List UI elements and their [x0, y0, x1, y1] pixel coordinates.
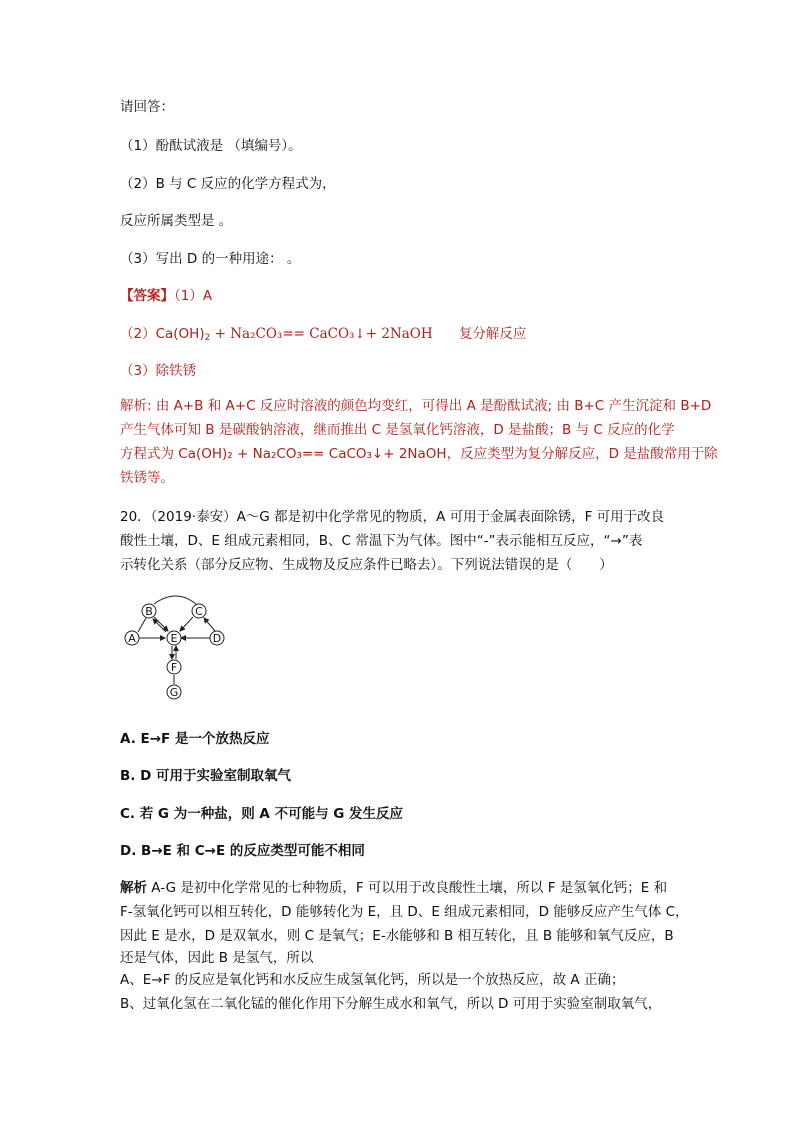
analysis-line: 产生气体可知 B 是碳酸钠溶液，继而推出 C 是氢氧化钙溶液，D 是盐酸；B 与 C 反应的化学: [120, 422, 675, 438]
node-b-label: B: [145, 605, 153, 618]
question-1: （1）酚酞试液是 （填编号）。: [120, 138, 302, 154]
please-answer: 请回答：: [120, 99, 174, 115]
node-d-label: D: [212, 632, 222, 645]
analysis-line: A、E→F 的反应是氧化钙和水反应生成氢氧化钙，所以是一个放热反应，故 A 正确；: [120, 972, 625, 988]
stem-line: 示转化关系（部分反应物、生成物及反应条件已略去）。下列说法错误的是（ ）: [120, 557, 613, 573]
question-2: （2）B 与 C 反应的化学方程式为，: [120, 176, 336, 192]
node-f-label: F: [170, 661, 178, 674]
answer-1-row: [120, 287, 212, 305]
answer-2-equation: + Na₂CO₃== CaCO₃↓+ 2NaOH: [210, 326, 433, 342]
line-a-b: [138, 618, 146, 632]
analysis-line: [120, 876, 680, 900]
arrow-e-b: [153, 619, 166, 632]
analysis-label: 解析: [120, 880, 147, 896]
question-3: （3）写出 D 的一种用途： 。: [120, 251, 301, 267]
answer-3: （3）除铁锈: [120, 363, 197, 379]
node-e-label: E: [170, 632, 178, 645]
option-b: B. D 可用于实验室制取氧气: [120, 768, 292, 784]
question-2-type: 反应所属类型是 。: [120, 213, 233, 229]
analysis-line: 解析: 由 A+B 和 A+C 反应时溶液的颜色均变红，可得出 A 是酚酞试液; 由 B+C 产生沉淀和 B+D: [120, 398, 712, 414]
arrow-c-e: [180, 617, 193, 631]
option-d: D. B→E 和 C→E 的反应类型可能不相同: [120, 843, 365, 859]
q19-analysis: [120, 394, 718, 490]
answer-2-prefix: （2）Ca(OH): [120, 326, 205, 342]
node-a-label: A: [128, 632, 136, 645]
analysis-line: 方程式为 Ca(OH)₂ + Na₂CO₃== CaCO₃↓+ 2NaOH，反应类型为复分解反应，D 是盐酸常用于除: [120, 446, 718, 462]
answer-2-row: $(2)Ca(OH)_2 + Na_2CO_3==$ CaCO₃↓+ 2NaOH 复分解反应: [120, 326, 527, 343]
q20-analysis: [120, 876, 689, 1016]
analysis-line: 铁锈等。: [120, 470, 174, 486]
node-g-label: G: [169, 686, 179, 699]
analysis-text: A-G 是初中化学常见的七种物质，F 可以用于改良酸性土壤，所以 F 是氢氧化钙；E 和: [147, 880, 668, 896]
answer-2-type: 复分解反应: [458, 326, 527, 342]
stem-line: 酸性土壤，D、E 组成元素相同，B、C 常温下为气体。图中“-”表示能相互反应，“→”表: [120, 533, 643, 549]
arrow-b-e: [154, 617, 168, 631]
analysis-line: B、过氧化氢在二氧化锰的催化作用下分解生成水和氧气，所以 D 可用于实验室制取氧气，: [120, 996, 662, 1012]
node-c-label: C: [195, 605, 203, 618]
analysis-line: F-氢氧化钙可以相互转化，D 能够转化为 E，且 D、E 组成元素相同，D 能够反应产生气体 C，: [120, 904, 689, 920]
q20-stem: [120, 505, 680, 577]
analysis-line: 还是气体，因此 B 是氢气，所以: [120, 950, 314, 966]
stem-line: 20．（2019·泰安）A～G 都是初中化学常见的物质，A 可用于金属表面除锈，F 可用于改良: [120, 509, 665, 525]
answer-1: （1）A: [174, 288, 213, 304]
answer-label: 【答案】: [120, 288, 174, 304]
substance-relation-diagram: [118, 594, 238, 706]
analysis-line: 因此 E 是水，D 是双氧水，则 C 是氧气；E-水能够和 B 相互转化，且 B 能够和氧气反应，B: [120, 928, 674, 944]
arrow-d-c: [204, 618, 215, 631]
option-c: C. 若 G 为一种盐，则 A 不可能与 G 发生反应: [120, 806, 404, 822]
line-b-c: [154, 596, 196, 604]
option-a: A. E→F 是一个放热反应: [120, 731, 270, 747]
